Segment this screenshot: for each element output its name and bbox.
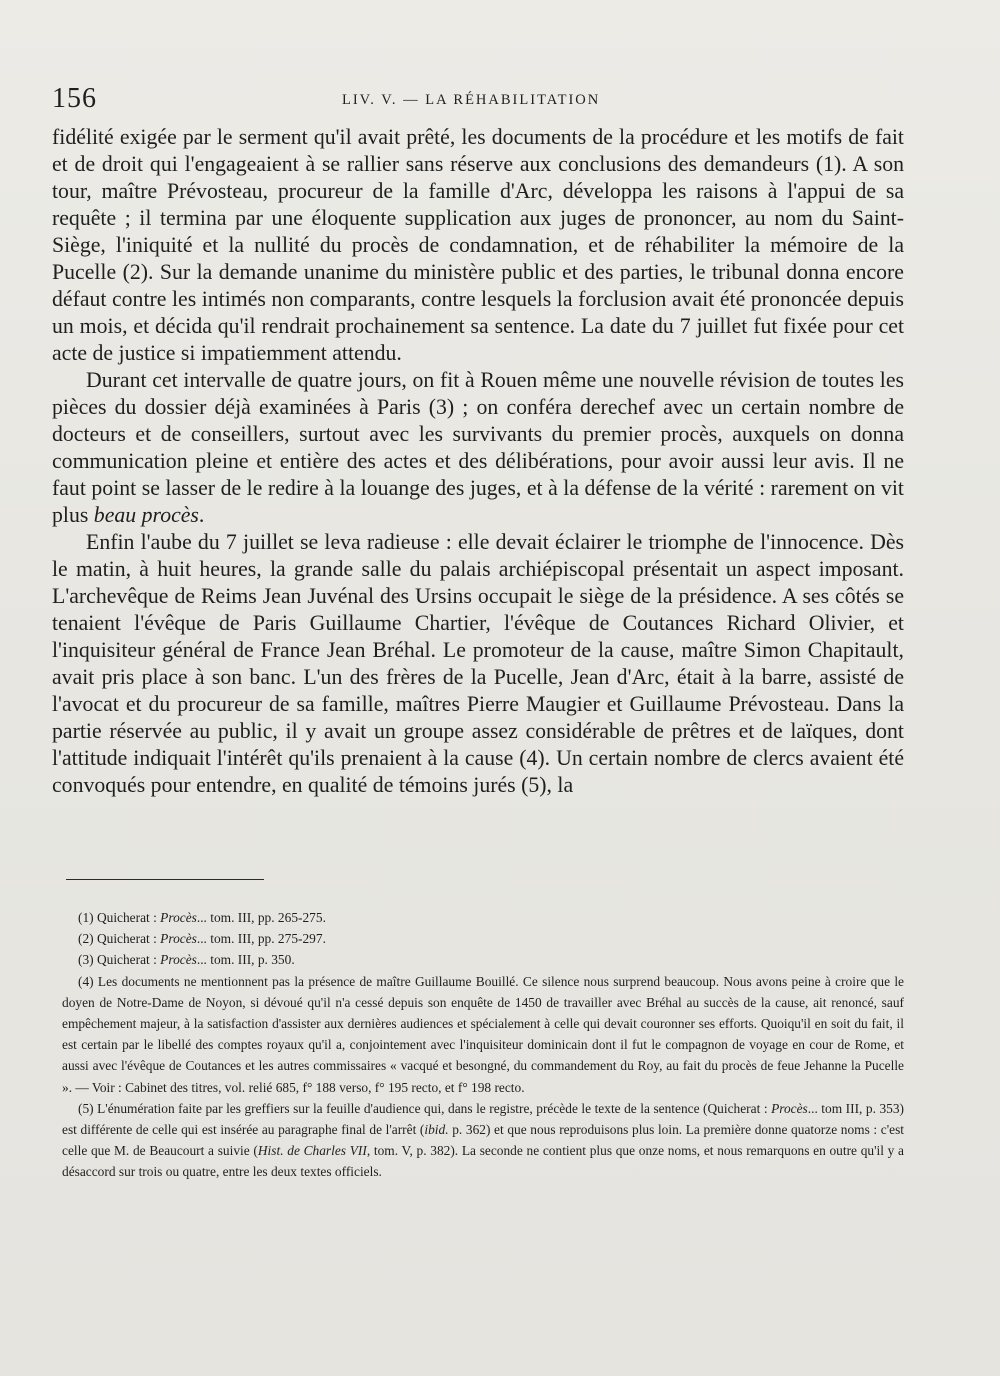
footnote-2-text: (2) Quicherat : [78, 931, 161, 947]
paragraph-2-text: Durant cet intervalle de quatre jours, on fit à Rouen même une nouvelle révision de toutes les pièces du dossier déjà examinées à Paris (3) ; on conféra derechef avec un certain nombre de docteurs et de conseillers, surtout avec les survivants du premier procès, auxquels on donna communication pleine et entière des actes et des délibérations, pour avoir aussi leur avis. Il ne faut point se lasser de le redire à la louange des juges, et à la défense de la vérité : rarement on vit plus [52, 368, 904, 527]
footnotes [62, 907, 904, 1183]
footnote-1-ref: ... tom. III, pp. 265-275. [196, 910, 326, 925]
footnote-5-italic-a: Procès [771, 1100, 808, 1116]
paragraph-2 [52, 367, 904, 529]
footnote-3-text: (3) Quicherat : [78, 952, 161, 968]
page-header [52, 84, 904, 114]
footnote-5-part-a: (5) L'énumération faite par les greffiers sur la feuille d'audience qui, dans le registre, précède le texte de la sentence (Quicherat : [78, 1100, 772, 1116]
footnote-1 [62, 907, 904, 928]
page-number: 156 [52, 83, 97, 114]
paragraph-2-end: . [198, 503, 205, 527]
footnote-1-italic: Procès [160, 910, 197, 925]
footnote-5-italic-b: ibid. [424, 1122, 449, 1138]
footnote-3-italic: Procès [160, 952, 197, 968]
footnote-5-part-d: , tom. V, p. 382). La seconde ne contient plus que onze noms, et nous remarquons en outre qu'il y a désaccord sur trois ou quatre, entre les deux textes officiels. [62, 1143, 904, 1180]
footnote-4: (4) Les documents ne mentionnent pas la présence de maître Guillaume Bouillé. Ce silence nous surprend beaucoup. Nous avons peine à croire que le doyen de Notre-Dame de Noyon, si dévoué qu'il n'a cessé depuis son enquête de 1450 de travailler avec Bréhal au succès de la cause, ait renoncé, sauf empêchement majeur, à la satisfaction d'assister aux dernières audiences et spécialement à celle qui devait couronner ses efforts. Quoiqu'il en soit du fait, il est certain par le libellé des comptes royaux qu'il a, conjointement avec l'inquisiteur dominicain dont il fut le compagnon de voyage en cour de Rome, et aussi avec l'évêque de Coutances et les autres commissaires « vacqué et besongné, du commandement du Roy, au fait du procès de feue Jehanne la Pucelle ». — Voir : Cabinet des titres, vol. relié 685, f° 188 verso, f° 195 recto, et f° 198 recto. [62, 973, 904, 1095]
footnote-5-italic-c: Hist. de Charles VII [257, 1143, 367, 1159]
paragraph-2-italic: beau procès [93, 503, 199, 527]
footnote-3-ref: ... tom. III, p. 350. [196, 952, 295, 968]
footnote-5 [62, 1098, 904, 1183]
main-text [52, 124, 904, 799]
footnote-3 [62, 949, 904, 970]
footnote-separator [66, 879, 264, 880]
footnote-1-text: (1) Quicherat : [78, 910, 161, 925]
footnote-2 [62, 928, 904, 949]
footnote-5-part-c: p. 362) et que nous reproduisons plus loin. La première donne quatorze noms : c'est celle que M. de Beaucourt a suivie ( [62, 1122, 904, 1159]
footnote-5-part-b: ... tom III, p. 353) est différente de celle qui est insérée au paragraphe final de l'arrêt ( [62, 1100, 904, 1138]
paragraph-3: Enfin l'aube du 7 juillet se leva radieuse : elle devait éclairer le triomphe de l'innocence. Dès le matin, à huit heures, la grande salle du palais archiépiscopal présentait un aspect imposant. L'archevêque de Reims Jean Juvénal des Ursins occupait le siège de la présidence. A ses côtés se tenaient l'évêque de Paris Guillaume Chartier, l'évêque de Coutances Richard Olivier, et l'inquisiteur général de France Jean Bréhal. Le promoteur de la cause, maître Simon Chapitault, avait pris place à son banc. L'un des frères de la Pucelle, Jean d'Arc, était à la barre, assisté de l'avocat et du procureur de sa famille, maîtres Pierre Maugier et Guillaume Prévosteau. Dans la partie réservée au public, il y avait un groupe assez considérable de prêtres et de laïques, dont l'attitude indiquait l'intérêt qu'ils prenaient à la cause (4). Un certain nombre de clercs avaient été convoqués pour entendre, en qualité de témoins jurés (5), la [52, 530, 904, 797]
paragraph-1: fidélité exigée par le serment qu'il avait prêté, les documents de la procédure et les motifs de fait et de droit qui l'engageaient à se rallier sans réserve aux conclusions des demandeurs (1). A son tour, maître Prévosteau, procureur de la famille d'Arc, développa les raisons à l'appui de sa requête ; il termina par une éloquente supplication aux juges de prononcer, au nom du Saint-Siège, l'iniquité et la nullité du procès de condamnation, et de réhabiliter la mémoire de la Pucelle (2). Sur la demande unanime du ministère public et des parties, le tribunal donna encore défaut contre les intimés non comparants, contre lesquels la forclusion avait été prononcée depuis un mois, et décida qu'il rendrait prochainement sa sentence. La date du 7 juillet fut fixée pour cet acte de justice si impatiemment attendu. [52, 125, 904, 365]
footnote-2-italic: Procès [160, 931, 197, 947]
running-head: LIV. V. — LA RÉHABILITATION [342, 92, 601, 108]
footnote-2-ref: ... tom. III, pp. 275-297. [196, 931, 326, 947]
